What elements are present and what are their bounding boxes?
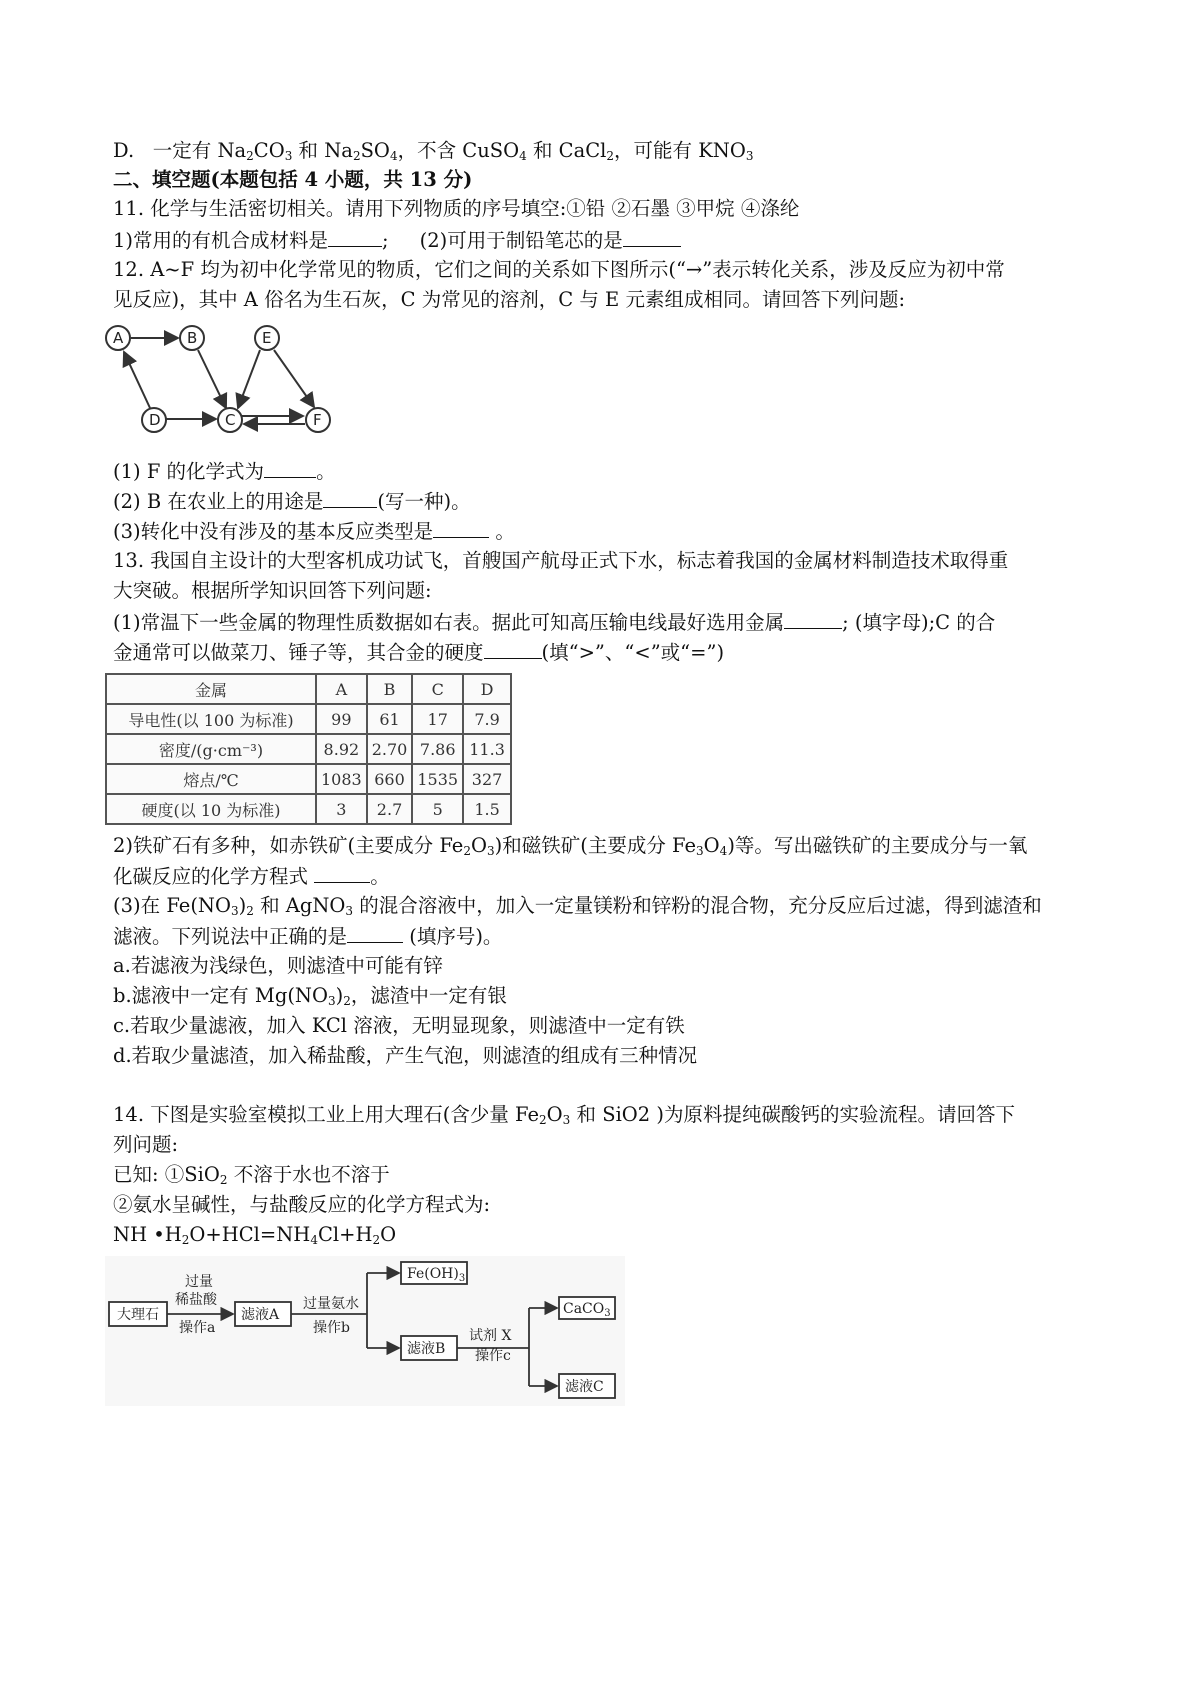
text: 和 Na bbox=[292, 139, 353, 162]
text: Cl+H bbox=[317, 1223, 373, 1246]
box-filtrate-a bbox=[235, 1302, 291, 1326]
table-cell: 硬度(以 10 为标准) bbox=[106, 794, 316, 824]
text: 已知: ①SiO bbox=[113, 1163, 220, 1186]
text: ，不含 CuSO bbox=[397, 139, 520, 162]
text: (3)转化中没有涉及的基本反应类型是 bbox=[113, 520, 434, 543]
q14-equation bbox=[113, 1221, 396, 1249]
answer-blank[interactable] bbox=[323, 487, 377, 508]
label-dilute-hcl: 稀盐酸 bbox=[175, 1292, 217, 1308]
svg-text:滤液B: 滤液B bbox=[407, 1341, 446, 1357]
sub: 3 bbox=[345, 904, 354, 918]
label-ammonia: 过量氨水 bbox=[303, 1296, 359, 1312]
q13-option-c: c.若取少量滤液，加入 KCl 溶液，无明显现象，则滤渣中一定有铁 bbox=[113, 1014, 685, 1037]
process-flowchart bbox=[105, 1256, 625, 1406]
q14-stem-line2: 列问题: bbox=[113, 1133, 179, 1156]
text: NH •H bbox=[113, 1223, 182, 1246]
sub: 2 bbox=[539, 1113, 547, 1127]
table-cell: 1.5 bbox=[463, 794, 511, 824]
sub: 3 bbox=[486, 844, 495, 858]
box-marble bbox=[109, 1302, 167, 1326]
node-b bbox=[180, 326, 204, 350]
table-cell: 327 bbox=[463, 764, 511, 794]
table-row bbox=[106, 764, 511, 794]
table-header-row bbox=[106, 674, 511, 704]
table-cell: 1083 bbox=[316, 764, 367, 794]
svg-text:滤液C: 滤液C bbox=[565, 1379, 604, 1395]
arrow-e-c bbox=[238, 350, 260, 408]
q12-stem-line2: 见反应)，其中 A 俗名为生石灰，C 为常见的溶剂，C 与 E 元素组成相同。请回答下列问题: bbox=[113, 288, 906, 311]
sub: 4 bbox=[719, 844, 728, 858]
q13-stem-line2: 大突破。根据所学知识回答下列问题: bbox=[113, 579, 432, 602]
table-cell: 8.92 bbox=[316, 734, 367, 764]
sub: 2 bbox=[181, 1233, 190, 1247]
table-cell: 660 bbox=[367, 764, 413, 794]
q13-p2-line1 bbox=[113, 832, 1027, 860]
text: O+HCl=NH bbox=[189, 1223, 311, 1246]
text: ，可能有 KNO bbox=[614, 139, 746, 162]
table-cell: 61 bbox=[367, 704, 413, 734]
sub: 3 bbox=[745, 149, 754, 163]
sub: 3 bbox=[230, 904, 239, 918]
q13-option-d: d.若取少量滤渣，加入稀盐酸，产生气泡，则滤渣的组成有三种情况 bbox=[113, 1044, 698, 1067]
text: (写一种)。 bbox=[377, 490, 471, 513]
sub: 2 bbox=[219, 1173, 228, 1187]
svg-text:E: E bbox=[262, 329, 272, 347]
text: 和 AgNO bbox=[253, 894, 346, 917]
arrow-d-a bbox=[124, 352, 150, 408]
answer-blank[interactable] bbox=[433, 517, 489, 538]
sub: 4 bbox=[310, 1233, 318, 1247]
relation-diagram bbox=[98, 320, 338, 440]
text: 。 bbox=[370, 865, 390, 888]
text: 14. 下图是实验室模拟工业上用大理石(含少量 Fe bbox=[113, 1103, 540, 1126]
svg-text:D: D bbox=[149, 411, 161, 429]
text: O bbox=[380, 1223, 397, 1246]
node-f bbox=[306, 408, 330, 432]
text: CO bbox=[253, 139, 285, 162]
q13-stem-line1: 13. 我国自主设计的大型客机成功试飞，首艘国产航母正式下水，标志着我国的金属材料制造技术取得重 bbox=[113, 549, 1009, 572]
arrow-b-c bbox=[198, 350, 226, 408]
text: O bbox=[470, 834, 487, 857]
box-feoh3 bbox=[401, 1262, 467, 1284]
text: SO bbox=[360, 139, 390, 162]
text: O bbox=[546, 1103, 563, 1126]
text: ; bbox=[382, 229, 389, 252]
table-cell: 99 bbox=[316, 704, 367, 734]
sub: 2 bbox=[352, 149, 361, 163]
q13-option-a: a.若滤液为浅绿色，则滤渣中可能有锌 bbox=[113, 954, 443, 977]
box-filtrate-c bbox=[559, 1374, 615, 1398]
text: 滤液。下列说法中正确的是 bbox=[113, 925, 348, 948]
sub: 2 bbox=[372, 1233, 381, 1247]
sub: 4 bbox=[519, 149, 527, 163]
svg-text:CaCO3: CaCO$_3$ bbox=[563, 1301, 611, 1319]
text: (1) F 的化学式为 bbox=[113, 460, 265, 483]
table-header-cell: D bbox=[463, 674, 511, 704]
q14-known1 bbox=[113, 1161, 390, 1189]
box-caco3 bbox=[559, 1297, 615, 1319]
sub: 2 bbox=[246, 149, 254, 163]
node-c bbox=[218, 408, 242, 432]
table-cell: 密度/(g·cm⁻³) bbox=[106, 734, 316, 764]
sub: 2 bbox=[343, 994, 351, 1008]
text: ，滤渣中一定有银 bbox=[350, 984, 507, 1007]
q13-p1-line2 bbox=[113, 638, 724, 667]
q12-stem-line1: 12. A~F 均为初中化学常见的物质，它们之间的关系如下图所示(“→”表示转化关系，涉及反应为初中常 bbox=[113, 258, 1005, 281]
text: 。 bbox=[489, 520, 515, 543]
table-row bbox=[106, 794, 511, 824]
node-d bbox=[142, 408, 166, 432]
text: 2)铁矿石有多种，如赤铁矿(主要成分 Fe bbox=[113, 834, 464, 857]
table-header-cell: A bbox=[316, 674, 367, 704]
svg-text:C: C bbox=[225, 411, 236, 429]
text: )等。写出磁铁矿的主要成分与一氧 bbox=[727, 834, 1028, 857]
q12-sub1 bbox=[113, 457, 336, 486]
table-cell: 导电性(以 100 为标准) bbox=[106, 704, 316, 734]
text: (2) B 在农业上的用途是 bbox=[113, 490, 324, 513]
q13-p2-line2 bbox=[113, 862, 390, 891]
answer-blank[interactable] bbox=[347, 922, 403, 943]
text: 和 CaCl bbox=[526, 139, 607, 162]
q12-sub3 bbox=[113, 517, 515, 546]
data-table bbox=[105, 673, 512, 825]
table-header-cell: B bbox=[367, 674, 413, 704]
table-cell: 7.9 bbox=[463, 704, 511, 734]
q13-option-b bbox=[113, 982, 507, 1010]
q11-part2: (2)可用于制铅笔芯的是 bbox=[419, 229, 623, 252]
q13-p1-line1 bbox=[113, 608, 995, 637]
text: (填“>”、“<”或“=”) bbox=[541, 641, 725, 664]
table-row bbox=[106, 734, 511, 764]
q11-parts bbox=[113, 226, 681, 255]
q14-known2: ②氨水呈碱性，与盐酸反应的化学方程式为: bbox=[113, 1193, 491, 1216]
option-label: D. bbox=[113, 139, 135, 162]
sub: 3 bbox=[328, 994, 336, 1008]
svg-text:滤液A: 滤液A bbox=[241, 1307, 280, 1323]
table-cell: 2.70 bbox=[367, 734, 413, 764]
sub: 3 bbox=[562, 1113, 571, 1127]
text: (填序号)。 bbox=[403, 925, 503, 948]
sub: 2 bbox=[246, 904, 254, 918]
text: 和 SiO2 )为原料提纯碳酸钙的实验流程。请回答下 bbox=[570, 1103, 1016, 1126]
text: ) bbox=[335, 984, 344, 1007]
label-reagent-x: 试剂 X bbox=[469, 1328, 512, 1344]
text: ) bbox=[238, 894, 247, 917]
table-cell: 2.7 bbox=[367, 794, 413, 824]
label-op-c: 操作c bbox=[475, 1348, 511, 1364]
text: ; (填字母);C 的合 bbox=[842, 611, 996, 634]
svg-text:B: B bbox=[187, 329, 198, 347]
answer-blank[interactable] bbox=[623, 226, 681, 247]
answer-blank[interactable] bbox=[328, 226, 382, 247]
sub: 3 bbox=[696, 844, 704, 858]
text: 的混合溶液中，加入一定量镁粉和锌粉的混合物，充分反应后过滤，得到滤渣和 bbox=[353, 894, 1042, 917]
box-filtrate-b bbox=[401, 1336, 457, 1360]
text: b.滤液中一定有 Mg(NO bbox=[113, 984, 328, 1007]
table-header-cell: 金属 bbox=[106, 674, 316, 704]
q14-stem-line1 bbox=[113, 1101, 1015, 1129]
table-cell: 3 bbox=[316, 794, 367, 824]
node-e bbox=[255, 326, 279, 350]
sub: 4 bbox=[389, 149, 398, 163]
table-cell: 熔点/℃ bbox=[106, 764, 316, 794]
text: (3)在 Fe(NO bbox=[113, 894, 231, 917]
answer-blank[interactable] bbox=[264, 457, 316, 478]
q13-p3-line1 bbox=[113, 892, 1042, 920]
text: 金通常可以做菜刀、锤子等，其合金的硬度 bbox=[113, 641, 484, 664]
text: 一定有 Na bbox=[152, 139, 247, 162]
arrow-e-f bbox=[274, 350, 314, 407]
svg-text:大理石: 大理石 bbox=[117, 1307, 159, 1323]
table-cell: 17 bbox=[412, 704, 463, 734]
text: 不溶于水也不溶于 bbox=[227, 1163, 390, 1186]
label-op-a: 操作a bbox=[179, 1320, 216, 1336]
table-row bbox=[106, 704, 511, 734]
svg-text:F: F bbox=[313, 411, 322, 429]
option-d bbox=[113, 137, 753, 165]
metal-property-table bbox=[105, 673, 512, 825]
table-cell: 11.3 bbox=[463, 734, 511, 764]
sub: 2 bbox=[463, 844, 471, 858]
text: (1)常温下一些金属的物理性质数据如右表。据此可知高压输电线最好选用金属 bbox=[113, 611, 785, 634]
table-header-cell: C bbox=[412, 674, 463, 704]
table-cell: 1535 bbox=[412, 764, 463, 794]
q11-stem: 11. 化学与生活密切相关。请用下列物质的序号填空:①铅 ②石墨 ③甲烷 ④涤纶 bbox=[113, 197, 800, 220]
section-heading: 二、填空题(本题包括 4 小题，共 13 分) bbox=[113, 168, 473, 191]
answer-blank[interactable] bbox=[314, 862, 370, 883]
sub: 2 bbox=[606, 149, 614, 163]
svg-text:Fe(OH)3: $Fe(OH)_3$ bbox=[407, 1266, 466, 1284]
node-a bbox=[106, 326, 130, 350]
q12-sub2 bbox=[113, 487, 471, 516]
table-cell: 5 bbox=[412, 794, 463, 824]
text: )和磁铁矿(主要成分 Fe bbox=[494, 834, 697, 857]
q11-part1: 1)常用的有机合成材料是 bbox=[113, 229, 329, 252]
q13-p3-line2 bbox=[113, 922, 502, 951]
text: O bbox=[703, 834, 720, 857]
svg-text:A: A bbox=[113, 329, 124, 347]
label-excess: 过量 bbox=[185, 1274, 213, 1290]
answer-blank[interactable] bbox=[484, 638, 542, 659]
answer-blank[interactable] bbox=[784, 608, 842, 629]
sub: 3 bbox=[284, 149, 293, 163]
text: 化碳反应的化学方程式 bbox=[113, 865, 315, 888]
text: 。 bbox=[316, 460, 336, 483]
label-op-b: 操作b bbox=[313, 1320, 350, 1336]
table-cell: 7.86 bbox=[412, 734, 463, 764]
